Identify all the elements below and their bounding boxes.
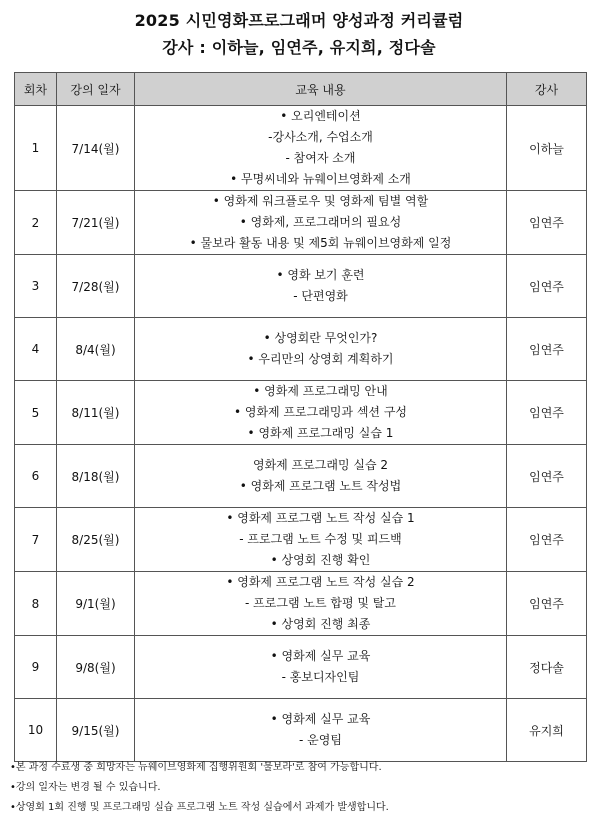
table-row (15, 106, 587, 191)
content-line: • 오리엔테이션 (280, 109, 361, 123)
session-instructor: 임연주 (507, 318, 587, 381)
content-line: • 영화제 프로그램 노트 작성 실습 2 (226, 575, 415, 589)
session-content (135, 191, 507, 255)
session-date: 8/18(월) (57, 445, 135, 508)
session-date: 7/21(월) (57, 191, 135, 255)
session-content (135, 445, 507, 508)
content-line: • 상영회란 무엇인가? (263, 331, 378, 345)
table-row (15, 508, 587, 572)
footnote: •상영회 1회 진행 및 프로그래밍 실습 프로그램 노트 작성 실습에서 과제가 발생합니다. (10, 802, 389, 813)
session-instructor: 임연주 (507, 255, 587, 318)
header-session: 회차 (15, 73, 57, 106)
content-line: • 우리만의 상영회 계획하기 (247, 352, 394, 366)
footnotes (10, 758, 389, 818)
session-instructor: 이하늘 (507, 106, 587, 191)
content-line: • 영화제 워크플로우 및 영화제 팀별 역할 (212, 194, 429, 208)
session-instructor: 임연주 (507, 381, 587, 445)
session-content (135, 699, 507, 762)
content-line: • 영화제 프로그래밍과 섹션 구성 (233, 405, 408, 419)
content-line: • 영화제 프로그램 노트 작성 실습 1 (226, 511, 415, 525)
content-line: • 영화제 프로그래밍 실습 1 (247, 426, 394, 440)
session-number: 4 (15, 318, 57, 381)
session-date: 9/1(월) (57, 572, 135, 636)
header-instructor: 강사 (507, 73, 587, 106)
session-number: 8 (15, 572, 57, 636)
table-row (15, 255, 587, 318)
session-content (135, 636, 507, 699)
content-line: - 단편영화 (293, 289, 348, 303)
footnote: •강의 일자는 변경 될 수 있습니다. (10, 782, 161, 793)
session-number: 3 (15, 255, 57, 318)
session-date: 8/4(월) (57, 318, 135, 381)
header-content: 교육 내용 (135, 73, 507, 106)
session-content (135, 508, 507, 572)
table-row (15, 572, 587, 636)
session-instructor: 임연주 (507, 572, 587, 636)
table-row (15, 381, 587, 445)
session-instructor: 임연주 (507, 508, 587, 572)
content-line: - 프로그램 노트 합평 및 탈고 (245, 596, 396, 610)
session-instructor: 임연주 (507, 445, 587, 508)
session-content (135, 318, 507, 381)
header-date: 강의 일자 (57, 73, 135, 106)
session-instructor: 임연주 (507, 191, 587, 255)
content-line: • 상영회 진행 최종 (270, 617, 371, 631)
session-number: 2 (15, 191, 57, 255)
session-date: 7/28(월) (57, 255, 135, 318)
curriculum-table (14, 72, 587, 762)
session-content (135, 106, 507, 191)
session-date: 7/14(월) (57, 106, 135, 191)
session-number: 7 (15, 508, 57, 572)
content-line: • 영화제 프로그래밍 안내 (253, 384, 388, 398)
session-instructor: 유지희 (507, 699, 587, 762)
content-line: - 참여자 소개 (285, 151, 356, 165)
footnote: •본 과정 수료생 중 희망자는 뉴웨이브영화제 집행위원회 '물보라'로 참여 가능합니다. (10, 762, 382, 773)
table-header-row (15, 73, 587, 106)
document-subtitle-instructors: 강사 : 이하늘, 임연주, 유지희, 정다솔 (162, 38, 436, 57)
content-line: - 홍보디자인팀 (281, 670, 360, 684)
session-content (135, 255, 507, 318)
session-date: 8/11(월) (57, 381, 135, 445)
content-line: • 물보라 활동 내용 및 제5회 뉴웨이브영화제 일정 (189, 236, 452, 250)
table-row (15, 636, 587, 699)
session-date: 9/15(월) (57, 699, 135, 762)
session-content (135, 572, 507, 636)
session-number: 5 (15, 381, 57, 445)
content-line: -강사소개, 수업소개 (268, 130, 373, 144)
content-line: • 상영회 진행 확인 (270, 553, 371, 567)
table-row (15, 318, 587, 381)
content-line: - 프로그램 노트 수정 및 피드백 (239, 532, 402, 546)
content-line: • 무명씨네와 뉴웨이브영화제 소개 (230, 172, 411, 186)
content-line: 영화제 프로그래밍 실습 2 (253, 458, 388, 472)
session-number: 1 (15, 106, 57, 191)
content-line: • 영화제, 프로그래머의 필요성 (239, 215, 402, 229)
session-number: 10 (15, 699, 57, 762)
table-row (15, 191, 587, 255)
document-title: 2025 시민영화프로그래머 양성과정 커리큘럼 (134, 11, 464, 30)
table-row (15, 699, 587, 762)
table-row (15, 445, 587, 508)
session-number: 9 (15, 636, 57, 699)
session-number: 6 (15, 445, 57, 508)
content-line: • 영화 보기 훈련 (276, 268, 365, 282)
content-line: • 영화제 실무 교육 (270, 649, 371, 663)
session-date: 8/25(월) (57, 508, 135, 572)
content-line: • 영화제 실무 교육 (270, 712, 371, 726)
session-date: 9/8(월) (57, 636, 135, 699)
session-content (135, 381, 507, 445)
content-line: • 영화제 프로그램 노트 작성법 (239, 479, 402, 493)
session-instructor: 정다솔 (507, 636, 587, 699)
content-line: - 운영팀 (299, 733, 342, 747)
